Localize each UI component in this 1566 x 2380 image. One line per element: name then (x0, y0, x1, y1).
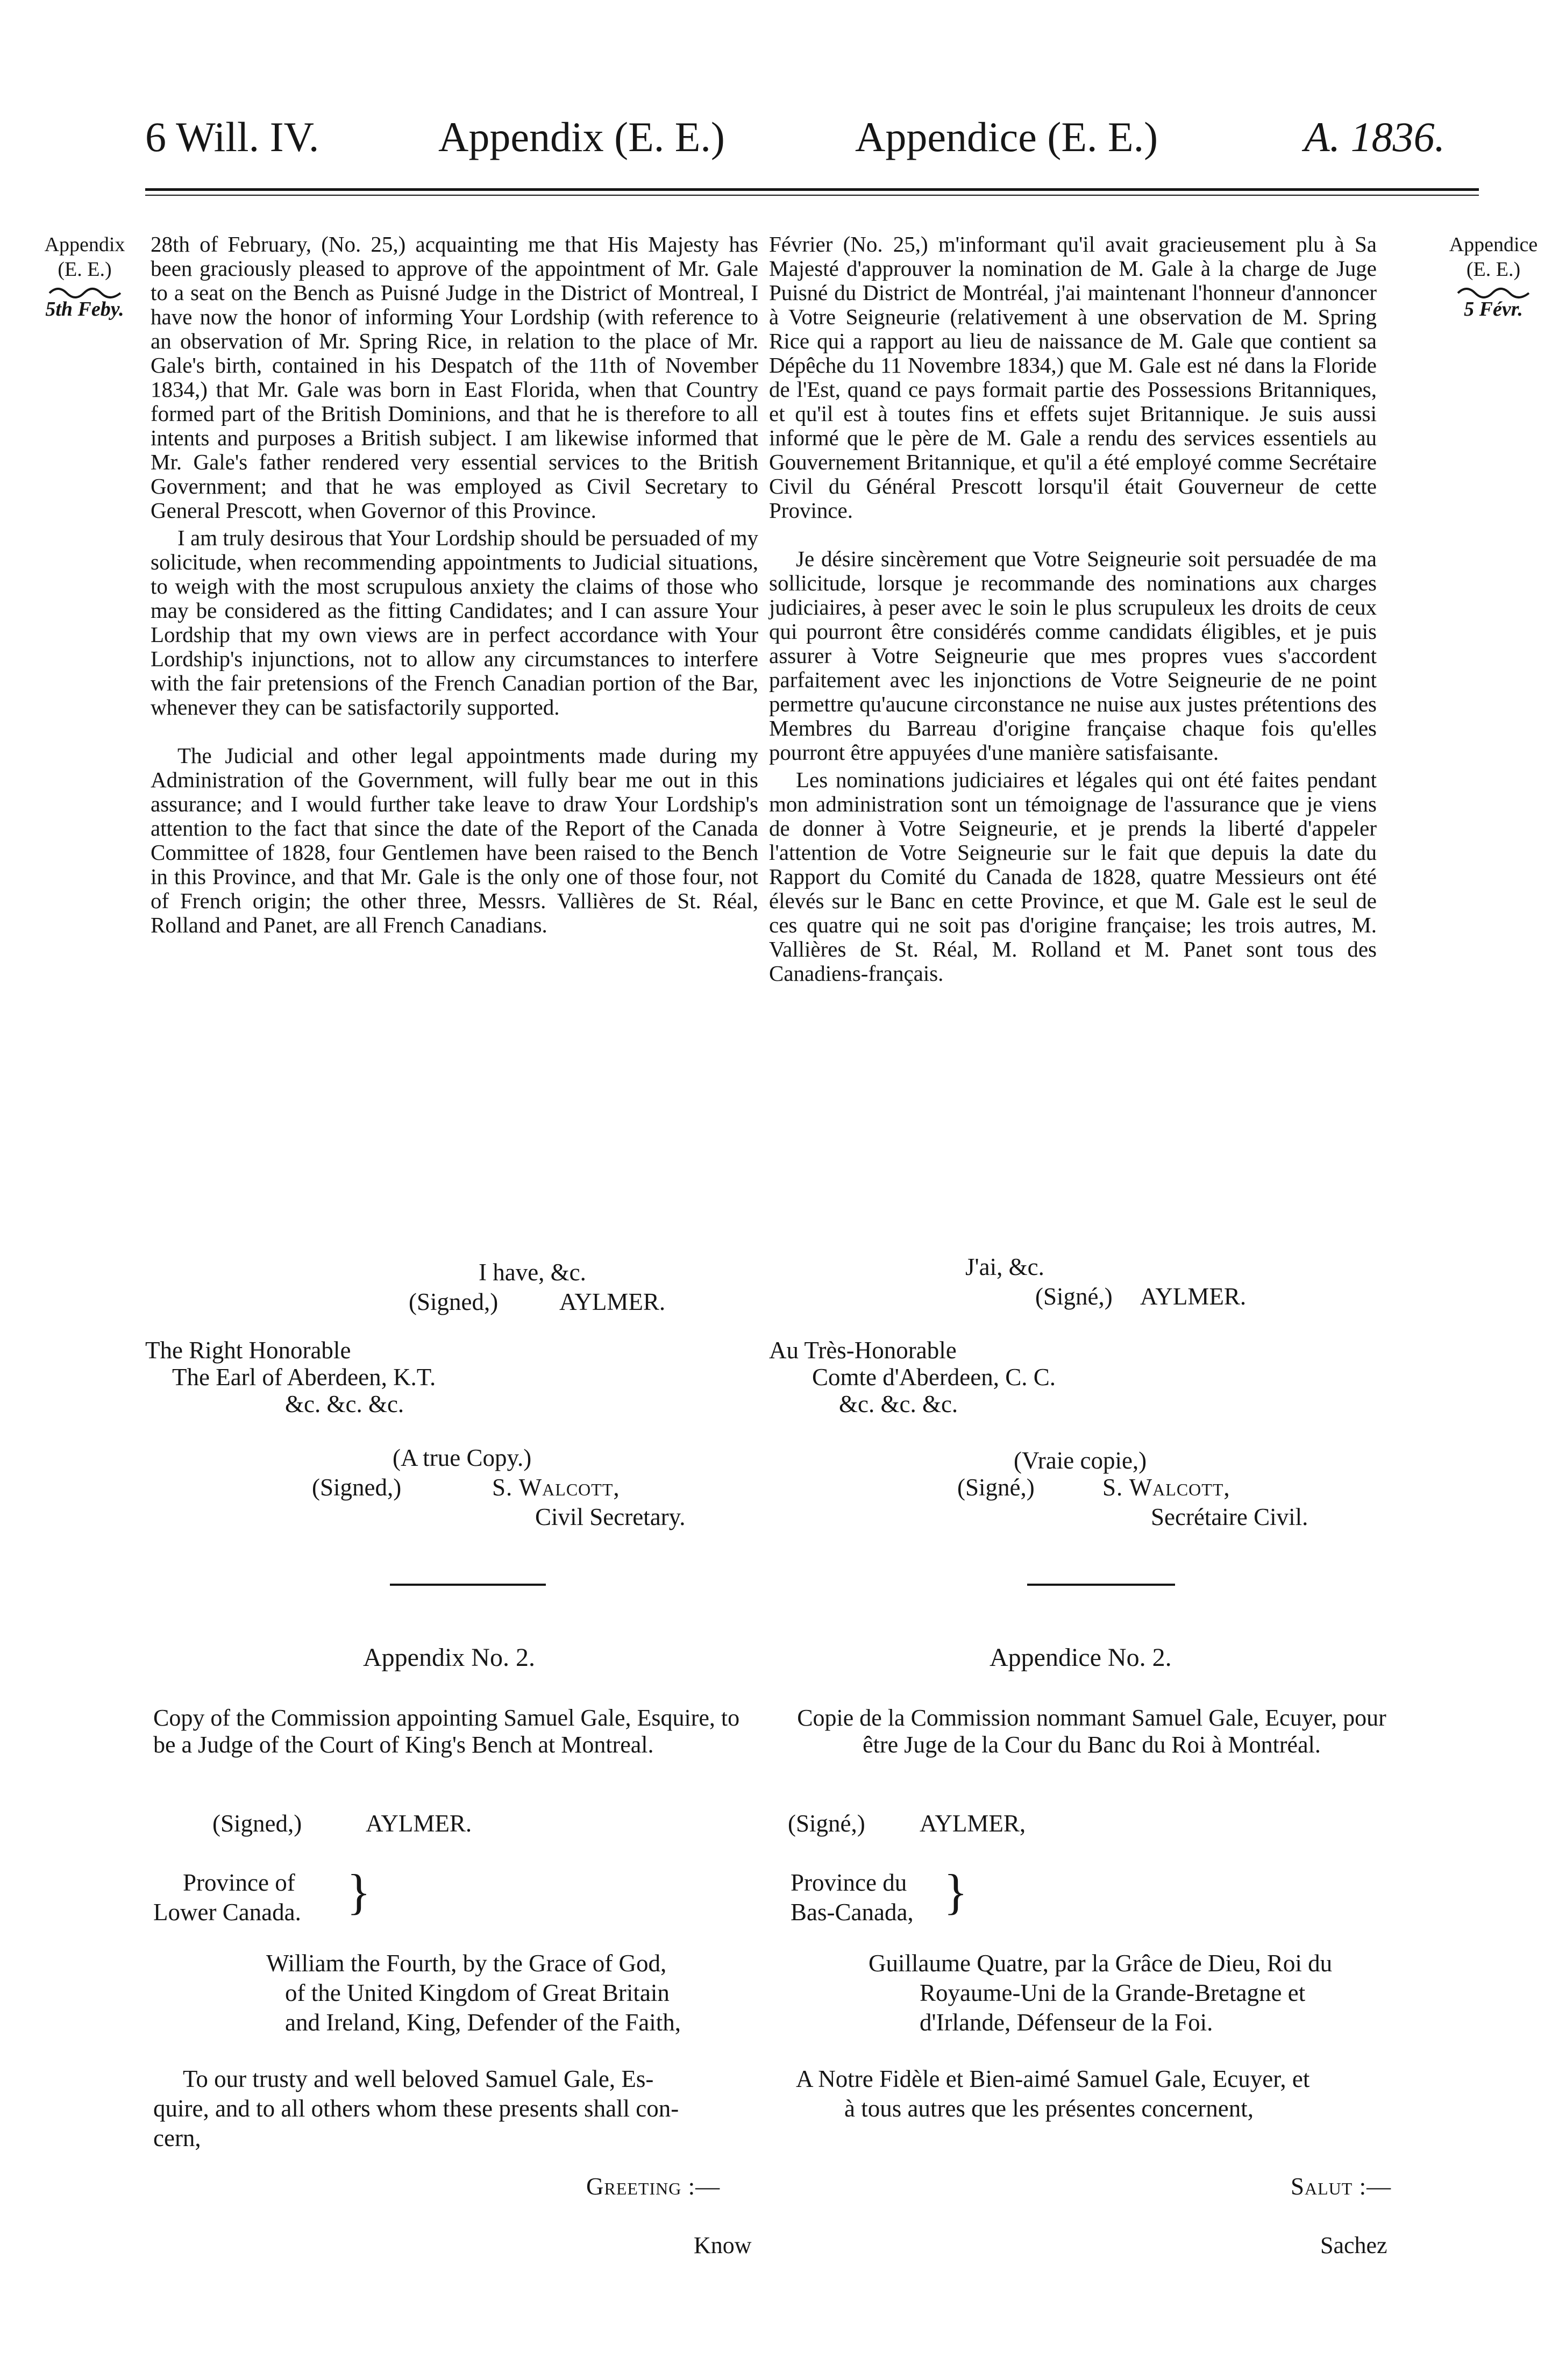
french-greeting: Salut :— (1291, 2173, 1392, 2200)
english-royal-style-line-3: and Ireland, King, Defender of the Faith, (285, 2009, 681, 2036)
french-address-line-1: A Notre Fidèle et Bien-aimé Samuel Gale, Ecuyer, et (796, 2065, 1310, 2092)
french-signed-label: (Signé,) (1035, 1283, 1113, 1310)
english-signed-label: (Signed,) (409, 1288, 499, 1315)
english-addressee-line-3: &c. &c. &c. (285, 1391, 404, 1417)
english-royal-style-line-2: of the United Kingdom of Great Britain (285, 1979, 670, 2006)
french-catchword: Sachez (1320, 2232, 1387, 2258)
section-divider-right (1027, 1584, 1175, 1586)
english-copy-note: (A true Copy.) (393, 1444, 532, 1471)
french-commission-signer: AYLMER, (920, 1810, 1026, 1837)
header-appendix-en: Appendix (E. E.) (438, 113, 725, 160)
english-letter-body (151, 232, 758, 937)
header-session: 6 Will. IV. (145, 113, 319, 160)
english-appendix-heading: Appendix No. 2. (363, 1643, 535, 1672)
french-copy-signer: S. Walcott, (1102, 1474, 1230, 1501)
english-paragraph-2: I am truly desirous that Your Lordship should be persuaded of my solicitude, when recommending appointments to Judicial situations, to weigh with the most scrupulous anxiety the claims of those who may be considered as the fitting Candidates; and I can assure Your Lordship that my own views are in perfect accordance with Your Lordship's injunctions, not to allow any circumstances to interfere with the fair pretensions of the French Canadian portion of the Bar, whenever they can be satisfactorily supported. (151, 525, 758, 719)
english-paragraph-3: The Judicial and other legal appointments made during my Administration of the Government, will fully bear me out in this assurance; and I would further take leave to draw Your Lordship's attention to the fact that since the date of the Report of the Canada Committee of 1828, four Gentlemen have been raised to the Bench in this Province, and that Mr. Gale is the only one of those four, not of French origin; the other three, Messrs. Vallières de St. Réal, Rolland and Panet, are all French Canadians. (151, 743, 758, 937)
header-rule-thick (145, 188, 1479, 191)
english-province-line-2: Lower Canada. (153, 1899, 301, 1926)
french-addressee-line-3: &c. &c. &c. (839, 1391, 958, 1417)
english-copy-title: Civil Secretary. (535, 1503, 686, 1530)
english-copy-signed-label: (Signed,) (312, 1474, 402, 1501)
french-province-brace-icon: } (944, 1864, 968, 1919)
section-divider-left (390, 1584, 546, 1586)
english-addressee-line-2: The Earl of Aberdeen, K.T. (172, 1364, 436, 1391)
header-appendix-fr: Appendice (E. E.) (855, 113, 1158, 160)
french-paragraph-2: Je désire sincèrement que Votre Seigneurie soit persuadée de ma sollicitude, lorsque je recommande des nominations aux charges judiciaires, à peser avec le soin le plus scrupuleux les droits de ceux qui pourront être considérés comme candidats éligibles, et je puis assurer à Votre Seigneurie que mes propres vues s'accordent parfaitement avec les injonctions de Votre Seigneurie de ne point permettre qu'aucune circonstance ne nuise aux justes prétentions des Membres du Barreau d'origine française chaque fois qu'elles pourront être appuyées d'une manière satisfaisante. (769, 546, 1377, 765)
french-province-line-1: Province du (791, 1869, 907, 1896)
english-signer: AYLMER. (559, 1288, 666, 1315)
english-catchword: Know (694, 2232, 752, 2258)
french-copy-note: (Vraie copie,) (1014, 1447, 1147, 1474)
french-letter-body (769, 232, 1377, 986)
french-addressee-line-1: Au Très-Honorable (769, 1337, 957, 1364)
french-commission-title: Copie de la Commission nommant Samuel Gale, Ecuyer, pour être Juge de la Cour du Banc du Roi à Montréal. (797, 1705, 1386, 1758)
squiggle-right-icon (1421, 282, 1566, 297)
margin-ref-right: (E. E.) (1466, 258, 1521, 281)
english-royal-style-text-1: William the Fourth, by the Grace of God, (266, 1950, 667, 1977)
english-address-line-1: To our trusty and well beloved Samuel Gale, Es- (183, 2065, 654, 2092)
french-royal-style-line-2: Royaume-Uni de la Grande-Bretagne et (920, 1979, 1306, 2006)
english-address-line-3: cern, (153, 2125, 201, 2151)
english-royal-style-line-1 (266, 1949, 666, 1977)
header-year: A. 1836. (1304, 113, 1446, 160)
english-address-line-2: quire, and to all others whom these presents shall con- (153, 2095, 679, 2122)
margin-ref-left: (E. E.) (58, 258, 112, 281)
french-province-line-2: Bas-Canada, (791, 1899, 914, 1926)
english-province-line-1: Province of (183, 1869, 295, 1896)
french-closing: J'ai, &c. (965, 1253, 1044, 1280)
french-appendix-heading: Appendice No. 2. (990, 1643, 1172, 1672)
french-paragraph-1: Février (No. 25,) m'informant qu'il avait gracieusement plu à Sa Majesté d'approuver la nomination de M. Gale à la charge de Juge Puisné du District de Montréal, j'ai maintenant l'honneur d'annoncer à Votre Seigneurie (relativement à une observation de M. Spring Rice qui a rapport au lieu de naissance de M. Gale que contient sa Dépêche du 11 Novembre 1834,) que M. Gale est né dans la Floride de l'Est, quand ce pays formait partie des Possessions Britanniques, et qu'il est à toutes fins et effets sujet Britannique. Je suis aussi informé que le père de M. Gale a rendu des services essentiels au Gouvernement Britannique, et qu'il a été employé comme Secrétaire Civil du Général Prescott lorsqu'il était Gouverneur de cette Province. (769, 232, 1377, 523)
english-province-brace-icon: } (347, 1864, 371, 1919)
english-closing: I have, &c. (479, 1259, 586, 1286)
french-commission-signed-label: (Signé,) (788, 1810, 865, 1837)
margin-note-left (22, 232, 148, 322)
english-paragraph-1: 28th of February, (No. 25,) acquainting me that His Majesty has been graciously pleased to approve of the appointment of Mr. Gale to a seat on the Bench as Puisné Judge in the District of Montreal, I have now the honor of informing Your Lordship (with reference to an observation of Mr. Spring Rice, in relation to the place of Mr. Gale's birth, contained in his Despatch of the 11th of November 1834,) that Mr. Gale was born in East Florida, when that Country formed part of the British Dominions, and that he is therefore to all intents and purposes a British subject. I am likewise informed that Mr. Gale's father rendered very essential services to the British Government; and that he was employed as Civil Secretary to General Prescott, when Governor of this Province. (151, 232, 758, 523)
english-addressee-line-1: The Right Honorable (145, 1337, 351, 1364)
margin-label-left: Appendix (44, 233, 125, 256)
french-copy-title: Secrétaire Civil. (1151, 1503, 1308, 1530)
margin-date-right: 5 Févr. (1464, 298, 1523, 320)
margin-note-right (1421, 232, 1566, 322)
english-greeting: Greeting :— (586, 2173, 721, 2200)
margin-label-right: Appendice (1449, 233, 1538, 256)
english-copy-signer: S. Walcott, (492, 1474, 620, 1501)
french-addressee-line-2: Comte d'Aberdeen, C. C. (812, 1364, 1056, 1391)
french-royal-style-line-1: Guillaume Quatre, par la Grâce de Dieu, Roi du (869, 1950, 1333, 1977)
english-commission-title: Copy of the Commission appointing Samuel Gale, Esquire, to be a Judge of the Court of King's Bench at Montreal. (153, 1705, 740, 1758)
english-commission-signer: AYLMER. (366, 1810, 472, 1837)
french-address-line-2: à tous autres que les présentes concernent, (844, 2095, 1254, 2122)
french-royal-style-line-3: d'Irlande, Défenseur de la Foi. (920, 2009, 1213, 2036)
header-rule-thin (145, 195, 1479, 196)
english-commission-signed-label: (Signed,) (212, 1810, 302, 1837)
squiggle-left-icon (22, 282, 148, 297)
french-paragraph-3: Les nominations judiciaires et légales qui ont été faites pendant mon administration sont un témoignage de l'assurance que je viens de donner à Votre Seigneurie, et je prends la liberté d'appeler l'attention de Votre Seigneurie sur le fait que depuis la date du Rapport du Comité du Canada de 1828, quatre Messieurs ont été élevés sur le Banc en cette Province, et que M. Gale est le seul de ces quatre qui ne soit pas d'origine française; les trois autres, M. Vallières de St. Réal, M. Rolland et M. Panet sont tous des Canadiens-français. (769, 767, 1377, 986)
french-copy-signed-label: (Signé,) (957, 1474, 1035, 1501)
margin-date-left: 5th Feby. (45, 298, 124, 320)
french-signer: AYLMER. (1140, 1283, 1247, 1310)
